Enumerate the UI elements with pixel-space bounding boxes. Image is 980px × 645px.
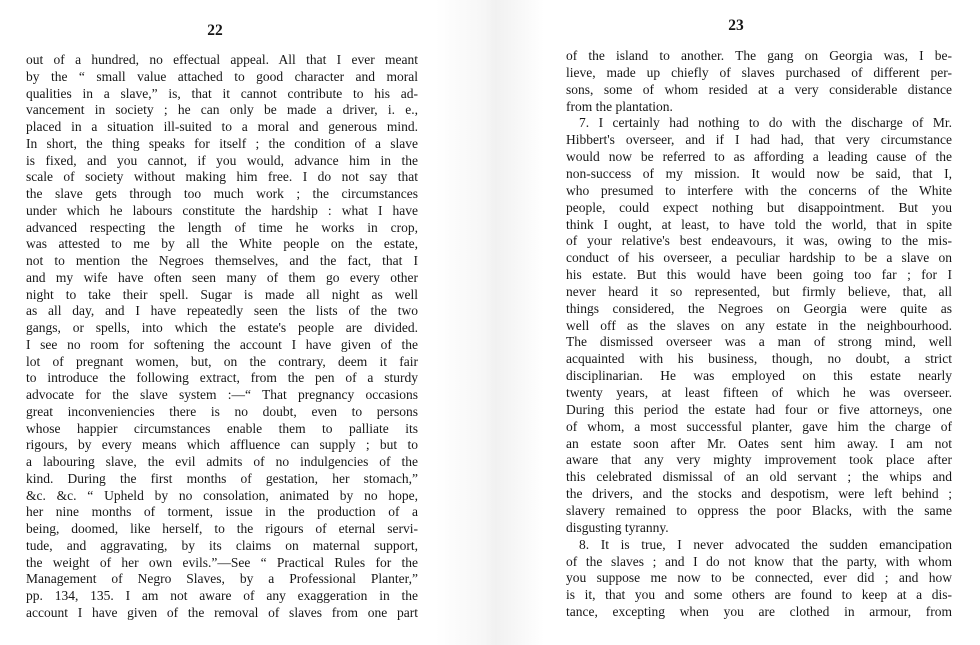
right-text-line: would now be referred to as affording a leading cause of the <box>566 149 952 165</box>
left-text-line: kind. During the first months of gestation, her stomach,” <box>26 470 418 486</box>
right-text-line: conduct of his overseer, a peculiar hardship to be a slave on <box>566 250 952 266</box>
right-text-line: aware that any very mighty improvement took place after <box>566 452 952 468</box>
right-text-line: you suppose me now to be connected, ever did ; and how <box>566 570 952 586</box>
left-text-line: lot of pregnant women, but, on the contrary, deem it fair <box>26 353 418 369</box>
right-text-line: twenty years, at least fifteen of which he was overseer. <box>566 385 952 400</box>
right-text-line: non-success of my mission. It would now be said, that I, <box>566 165 952 181</box>
right-text-line: his estate. But this would have been going too far ; for I <box>566 267 952 283</box>
right-text-line: disgusting tyranny. <box>566 519 669 535</box>
right-text-line: from the plantation. <box>566 98 673 114</box>
left-text-line: as all day, and I have repeatedly seen the lists of the two <box>26 303 418 319</box>
right-text-line: of whom, a most successful planter, gave him the charge of <box>566 418 952 434</box>
left-text-line: the slave gets through too much work ; the circumstances <box>26 186 418 201</box>
left-text-line: not to mention the Negroes themselves, and the fact, that I <box>26 253 418 268</box>
right-text-line: this celebrated dismissal of an old servant ; the whips and <box>566 469 952 485</box>
right-text-line: an estate soon after Mr. Oates sent him away. I am not <box>566 435 952 451</box>
left-text-line: tude, and aggravating, by its claims on maternal support, <box>26 537 418 553</box>
page-number-right: 23 <box>728 17 744 34</box>
right-text-line: 8. It is true, I never advocated the sudden emancipation <box>579 536 952 552</box>
left-text-line: pp. 134, 135. I am not aware of any exaggeration in the <box>26 588 418 603</box>
left-text-line: placed in a situation ill-suited to a moral and generous mind. <box>26 119 418 134</box>
left-text-line: under which he labours constitute the hardship : what I have <box>26 202 418 218</box>
left-text-line: scale of society without making him free. I do not say that <box>26 169 418 185</box>
right-page <box>548 0 980 645</box>
left-text-line: advanced respecting the length of time he works in crop, <box>26 219 418 235</box>
left-text-line: a labouring slave, the evil admits of no indulgencies of the <box>26 454 418 469</box>
right-text-line: is it, that you and some others are found to keep at a dis- <box>566 587 952 603</box>
left-text-line: vancement in society ; he can only be made a driver, i. e., <box>26 102 418 118</box>
left-text-line: being, doomed, like herself, to the rigours of eternal servi- <box>26 521 418 536</box>
left-text-line: great inconveniencies there is no doubt, even to persons <box>26 403 418 419</box>
left-text-line: night to take their spell. Sugar is made all night as well <box>26 286 418 302</box>
left-text-line: account I have given of the removal of slaves from one part <box>26 604 418 620</box>
page-number-left: 22 <box>207 22 223 39</box>
left-text-line: Management of Negro Slaves, by a Professional Planter,” <box>26 571 418 587</box>
right-text-line: sons, some of whom resided at a very considerable distance <box>566 81 952 97</box>
right-text-line: the drivers, and the stocks and despotism, were left behind ; <box>566 486 952 502</box>
left-text-line: &c. &c. “ Upheld by no consolation, animated by no hope, <box>26 487 418 503</box>
right-text-line: things considered, the Negroes on Georgia were quite as <box>566 300 952 316</box>
right-text-line: The dismissed overseer was a man of strong mind, well <box>566 334 952 350</box>
right-text-line: well off as the slaves on any estate in the neighbourhood. <box>566 317 952 333</box>
right-text-line: 7. I certainly had nothing to do with the discharge of Mr. <box>579 115 952 131</box>
right-text-line: Hibbert's overseer, and if I had had, that very circumstance <box>566 132 952 148</box>
left-text-line: rigours, by every means which affluence can supply ; but to <box>26 437 418 453</box>
left-text-line: whose happier circumstances enable them to palliate its <box>26 420 418 436</box>
left-text-line: to introduce the following extract, from the pen of a sturdy <box>26 370 418 386</box>
left-text-line: is fixed, and you cannot, if you would, advance him in the <box>26 152 418 168</box>
left-text-line: by the “ small value attached to good character and moral <box>26 68 418 84</box>
right-text-line: think I ought, at least, to have told the world, that in spite <box>566 216 952 232</box>
left-text-line: I see no room for softening the account I have given of the <box>26 336 418 352</box>
left-text-line: qualities in a slave,” is, that it cannot contribute to his ad- <box>26 85 418 101</box>
left-text-line: was attested to me by all the White people on the estate, <box>26 236 418 252</box>
left-text-line: the weight of her own evils.”—See “ Practical Rules for the <box>26 554 418 570</box>
left-text-line: and my wife have often seen many of them go every other <box>26 269 418 285</box>
left-text-line: In short, the thing speaks for itself ; the condition of a slave <box>26 135 418 151</box>
right-text-line: lieve, made up chiefly of slaves purchased of different per- <box>566 64 952 80</box>
book-gutter <box>436 0 544 645</box>
right-text-line: who presumed to interfere with the concerns of the White <box>566 182 952 198</box>
left-text-line: her nine months of torment, issue in the production of a <box>26 504 418 520</box>
right-text-line: slavery remained to oppress the poor Blacks, with the same <box>566 502 952 518</box>
right-text-line: of your relative's best endeavours, it was, owing to the mis- <box>566 233 952 249</box>
left-text-line: out of a hundred, no effectual appeal. All that I ever meant <box>26 52 418 67</box>
right-text-line: never heard it so represented, but firmly believe, that, all <box>566 283 952 299</box>
right-text-line: people, could expect nothing but disappointment. But you <box>566 199 952 215</box>
left-page <box>0 0 432 645</box>
left-text-line: gangs, or spells, into which the estate's people are divided. <box>26 320 418 335</box>
left-text-line: advocate for the slave system :—“ That pregnancy occasions <box>26 387 418 402</box>
right-text-line: of the island to another. The gang on Georgia was, I be- <box>566 48 952 63</box>
right-text-line: of the slaves ; and I do not know that the party, with whom <box>566 553 952 569</box>
right-text-line: acquainted with his business, though, no doubt, a strict <box>566 351 952 367</box>
right-text-line: tance, excepting when you are clothed in armour, from <box>566 604 952 620</box>
right-text-line: disciplinarian. He was employed on this estate nearly <box>566 368 952 384</box>
right-text-line: During this period the estate had four or five attorneys, one <box>566 401 952 417</box>
